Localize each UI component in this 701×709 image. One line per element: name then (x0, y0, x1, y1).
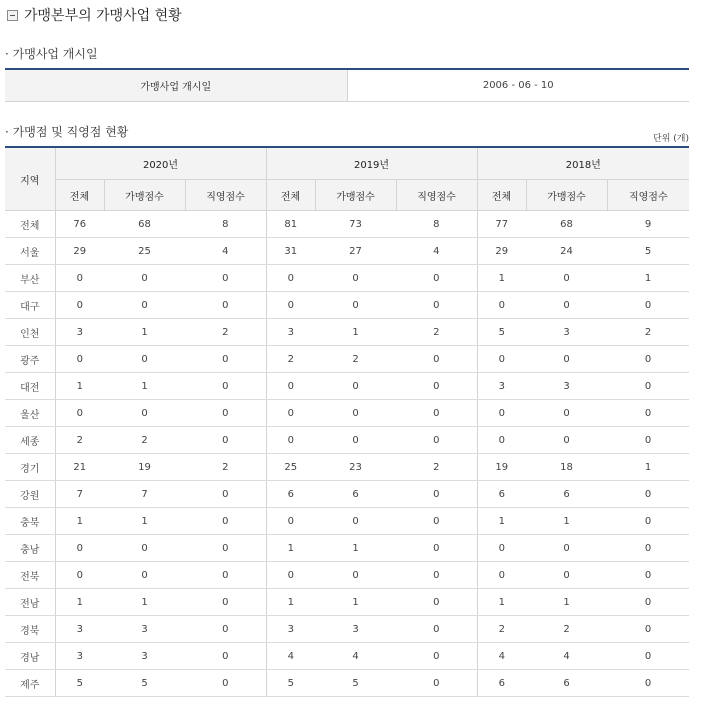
value-cell: 0 (396, 562, 477, 589)
value-cell: 2 (315, 346, 396, 373)
value-cell: 29 (477, 238, 526, 265)
value-cell: 5 (104, 670, 185, 697)
value-cell: 0 (266, 292, 315, 319)
region-cell: 경북 (5, 616, 55, 643)
table-row (5, 265, 689, 292)
value-cell: 5 (607, 238, 689, 265)
region-cell: 제주 (5, 670, 55, 697)
region-cell: 부산 (5, 265, 55, 292)
value-cell: 0 (607, 535, 689, 562)
value-cell: 1 (55, 508, 104, 535)
year-header-2020: 2020년 (55, 147, 266, 180)
value-cell: 0 (185, 535, 266, 562)
value-cell: 0 (55, 265, 104, 292)
unit-label: 단위 (개) (653, 134, 689, 144)
table-row (5, 427, 689, 454)
value-cell: 0 (396, 427, 477, 454)
region-cell: 세종 (5, 427, 55, 454)
value-cell: 0 (526, 292, 607, 319)
value-cell: 0 (104, 562, 185, 589)
value-cell: 1 (55, 589, 104, 616)
value-cell: 0 (55, 400, 104, 427)
value-cell: 1 (315, 589, 396, 616)
value-cell: 0 (526, 346, 607, 373)
value-cell: 2 (396, 319, 477, 346)
page-title: 가맹본부의 가맹사업 현황 (24, 8, 182, 24)
value-cell: 27 (315, 238, 396, 265)
value-cell: 73 (315, 211, 396, 238)
value-cell: 3 (55, 643, 104, 670)
value-cell: 2 (607, 319, 689, 346)
value-cell: 3 (315, 616, 396, 643)
value-cell: 5 (55, 670, 104, 697)
region-cell: 충북 (5, 508, 55, 535)
year-header-2019: 2019년 (266, 147, 477, 180)
table-row (5, 373, 689, 400)
value-cell: 1 (315, 319, 396, 346)
value-cell: 0 (315, 292, 396, 319)
value-cell: 0 (607, 427, 689, 454)
value-cell: 81 (266, 211, 315, 238)
sub-header-total: 전체 (55, 180, 104, 211)
value-cell: 0 (526, 400, 607, 427)
table-row (5, 454, 689, 481)
region-cell: 강원 (5, 481, 55, 508)
value-cell: 1 (607, 454, 689, 481)
value-cell: 0 (607, 400, 689, 427)
value-cell: 0 (396, 292, 477, 319)
table-row (5, 238, 689, 265)
value-cell: 0 (104, 346, 185, 373)
sub-header-direct: 직영점수 (396, 180, 477, 211)
value-cell: 0 (185, 346, 266, 373)
value-cell: 0 (104, 265, 185, 292)
value-cell: 1 (526, 508, 607, 535)
value-cell: 0 (104, 292, 185, 319)
value-cell: 0 (607, 562, 689, 589)
table-row (5, 562, 689, 589)
open-date-row (5, 69, 689, 102)
table-row (5, 292, 689, 319)
value-cell: 6 (477, 670, 526, 697)
value-cell: 0 (396, 481, 477, 508)
value-cell: 1 (104, 319, 185, 346)
region-cell: 전남 (5, 589, 55, 616)
value-cell: 0 (396, 373, 477, 400)
value-cell: 0 (396, 670, 477, 697)
page-title-bar (7, 6, 182, 24)
value-cell: 19 (104, 454, 185, 481)
table-row (5, 400, 689, 427)
table-row (5, 670, 689, 697)
table-row (5, 535, 689, 562)
value-cell: 1 (104, 589, 185, 616)
sub-header-franchise: 가맹점수 (315, 180, 396, 211)
region-header: 지역 (5, 147, 55, 211)
value-cell: 0 (607, 643, 689, 670)
value-cell: 0 (315, 508, 396, 535)
value-cell: 0 (607, 346, 689, 373)
value-cell: 0 (396, 265, 477, 292)
value-cell: 9 (607, 211, 689, 238)
value-cell: 1 (477, 508, 526, 535)
value-cell: 3 (55, 616, 104, 643)
value-cell: 2 (185, 454, 266, 481)
value-cell: 68 (104, 211, 185, 238)
value-cell: 0 (396, 589, 477, 616)
value-cell: 25 (266, 454, 315, 481)
value-cell: 0 (477, 346, 526, 373)
value-cell: 3 (55, 319, 104, 346)
value-cell: 1 (266, 589, 315, 616)
value-cell: 3 (477, 373, 526, 400)
value-cell: 0 (396, 616, 477, 643)
value-cell: 0 (55, 535, 104, 562)
value-cell: 2 (185, 319, 266, 346)
region-cell: 대구 (5, 292, 55, 319)
value-cell: 0 (104, 535, 185, 562)
value-cell: 0 (55, 292, 104, 319)
value-cell: 18 (526, 454, 607, 481)
value-cell: 0 (315, 265, 396, 292)
value-cell: 0 (266, 265, 315, 292)
value-cell: 0 (477, 535, 526, 562)
value-cell: 0 (477, 292, 526, 319)
value-cell: 6 (477, 481, 526, 508)
value-cell: 0 (266, 562, 315, 589)
stores-table (5, 146, 689, 697)
value-cell: 7 (104, 481, 185, 508)
value-cell: 0 (526, 562, 607, 589)
value-cell: 0 (315, 562, 396, 589)
sub-header-direct: 직영점수 (185, 180, 266, 211)
value-cell: 2 (104, 427, 185, 454)
value-cell: 8 (185, 211, 266, 238)
value-cell: 2 (55, 427, 104, 454)
value-cell: 0 (185, 562, 266, 589)
value-cell: 0 (396, 643, 477, 670)
value-cell: 0 (185, 265, 266, 292)
value-cell: 0 (266, 373, 315, 400)
open-date-table (5, 68, 689, 102)
value-cell: 1 (477, 265, 526, 292)
region-cell: 경기 (5, 454, 55, 481)
sub-header-direct: 직영점수 (607, 180, 689, 211)
value-cell: 0 (55, 346, 104, 373)
value-cell: 19 (477, 454, 526, 481)
value-cell: 0 (607, 670, 689, 697)
value-cell: 0 (185, 589, 266, 616)
value-cell: 0 (477, 562, 526, 589)
value-cell: 3 (266, 616, 315, 643)
value-cell: 0 (607, 589, 689, 616)
open-date-value: 2006 - 06 - 10 (347, 69, 689, 102)
value-cell: 0 (266, 508, 315, 535)
value-cell: 1 (477, 589, 526, 616)
value-cell: 2 (526, 616, 607, 643)
table-row (5, 319, 689, 346)
value-cell: 2 (266, 346, 315, 373)
sub-header-row (5, 180, 689, 211)
value-cell: 7 (55, 481, 104, 508)
open-date-label: 가맹사업 개시일 (5, 69, 347, 102)
region-cell: 서울 (5, 238, 55, 265)
value-cell: 23 (315, 454, 396, 481)
table-row (5, 508, 689, 535)
value-cell: 8 (396, 211, 477, 238)
stores-table-body (5, 211, 689, 697)
value-cell: 1 (266, 535, 315, 562)
value-cell: 2 (477, 616, 526, 643)
value-cell: 68 (526, 211, 607, 238)
value-cell: 0 (477, 427, 526, 454)
value-cell: 0 (477, 400, 526, 427)
table-row (5, 643, 689, 670)
value-cell: 4 (315, 643, 396, 670)
value-cell: 0 (607, 481, 689, 508)
value-cell: 4 (185, 238, 266, 265)
value-cell: 0 (396, 535, 477, 562)
value-cell: 2 (396, 454, 477, 481)
region-cell: 충남 (5, 535, 55, 562)
value-cell: 0 (396, 346, 477, 373)
value-cell: 0 (266, 400, 315, 427)
value-cell: 4 (266, 643, 315, 670)
value-cell: 0 (315, 427, 396, 454)
value-cell: 0 (526, 265, 607, 292)
table-row (5, 211, 689, 238)
sub-header-total: 전체 (266, 180, 315, 211)
value-cell: 5 (266, 670, 315, 697)
table-row (5, 346, 689, 373)
value-cell: 0 (185, 427, 266, 454)
value-cell: 29 (55, 238, 104, 265)
value-cell: 3 (526, 319, 607, 346)
value-cell: 0 (185, 373, 266, 400)
sub-header-total: 전체 (477, 180, 526, 211)
value-cell: 6 (526, 670, 607, 697)
sub-header-franchise: 가맹점수 (104, 180, 185, 211)
region-cell: 인천 (5, 319, 55, 346)
value-cell: 3 (526, 373, 607, 400)
value-cell: 25 (104, 238, 185, 265)
value-cell: 6 (315, 481, 396, 508)
value-cell: 0 (185, 670, 266, 697)
value-cell: 0 (396, 400, 477, 427)
value-cell: 0 (607, 373, 689, 400)
region-cell: 울산 (5, 400, 55, 427)
value-cell: 0 (55, 562, 104, 589)
value-cell: 21 (55, 454, 104, 481)
value-cell: 0 (266, 427, 315, 454)
stores-section-title: · 가맹점 및 직영점 현황 (5, 125, 129, 139)
value-cell: 0 (185, 481, 266, 508)
value-cell: 1 (55, 373, 104, 400)
value-cell: 0 (526, 535, 607, 562)
value-cell: 77 (477, 211, 526, 238)
value-cell: 76 (55, 211, 104, 238)
value-cell: 0 (607, 292, 689, 319)
value-cell: 1 (315, 535, 396, 562)
region-cell: 광주 (5, 346, 55, 373)
value-cell: 4 (526, 643, 607, 670)
value-cell: 3 (104, 616, 185, 643)
sub-header-franchise: 가맹점수 (526, 180, 607, 211)
table-row (5, 616, 689, 643)
year-header-2018: 2018년 (477, 147, 689, 180)
value-cell: 1 (104, 508, 185, 535)
value-cell: 3 (266, 319, 315, 346)
value-cell: 0 (185, 616, 266, 643)
open-date-section-title: · 가맹사업 개시일 (5, 47, 98, 61)
value-cell: 6 (526, 481, 607, 508)
value-cell: 1 (104, 373, 185, 400)
value-cell: 0 (185, 508, 266, 535)
region-cell: 전체 (5, 211, 55, 238)
value-cell: 0 (185, 400, 266, 427)
value-cell: 5 (477, 319, 526, 346)
value-cell: 4 (477, 643, 526, 670)
value-cell: 4 (396, 238, 477, 265)
value-cell: 24 (526, 238, 607, 265)
value-cell: 0 (315, 373, 396, 400)
value-cell: 0 (315, 400, 396, 427)
value-cell: 0 (185, 292, 266, 319)
table-row (5, 481, 689, 508)
year-header-row (5, 147, 689, 180)
value-cell: 31 (266, 238, 315, 265)
value-cell: 5 (315, 670, 396, 697)
value-cell: 0 (526, 427, 607, 454)
collapse-icon[interactable] (7, 10, 18, 21)
table-row (5, 589, 689, 616)
value-cell: 0 (607, 508, 689, 535)
value-cell: 0 (185, 643, 266, 670)
value-cell: 3 (104, 643, 185, 670)
value-cell: 1 (526, 589, 607, 616)
region-cell: 경남 (5, 643, 55, 670)
region-cell: 대전 (5, 373, 55, 400)
value-cell: 0 (104, 400, 185, 427)
value-cell: 0 (607, 616, 689, 643)
value-cell: 6 (266, 481, 315, 508)
region-cell: 전북 (5, 562, 55, 589)
value-cell: 1 (607, 265, 689, 292)
value-cell: 0 (396, 508, 477, 535)
